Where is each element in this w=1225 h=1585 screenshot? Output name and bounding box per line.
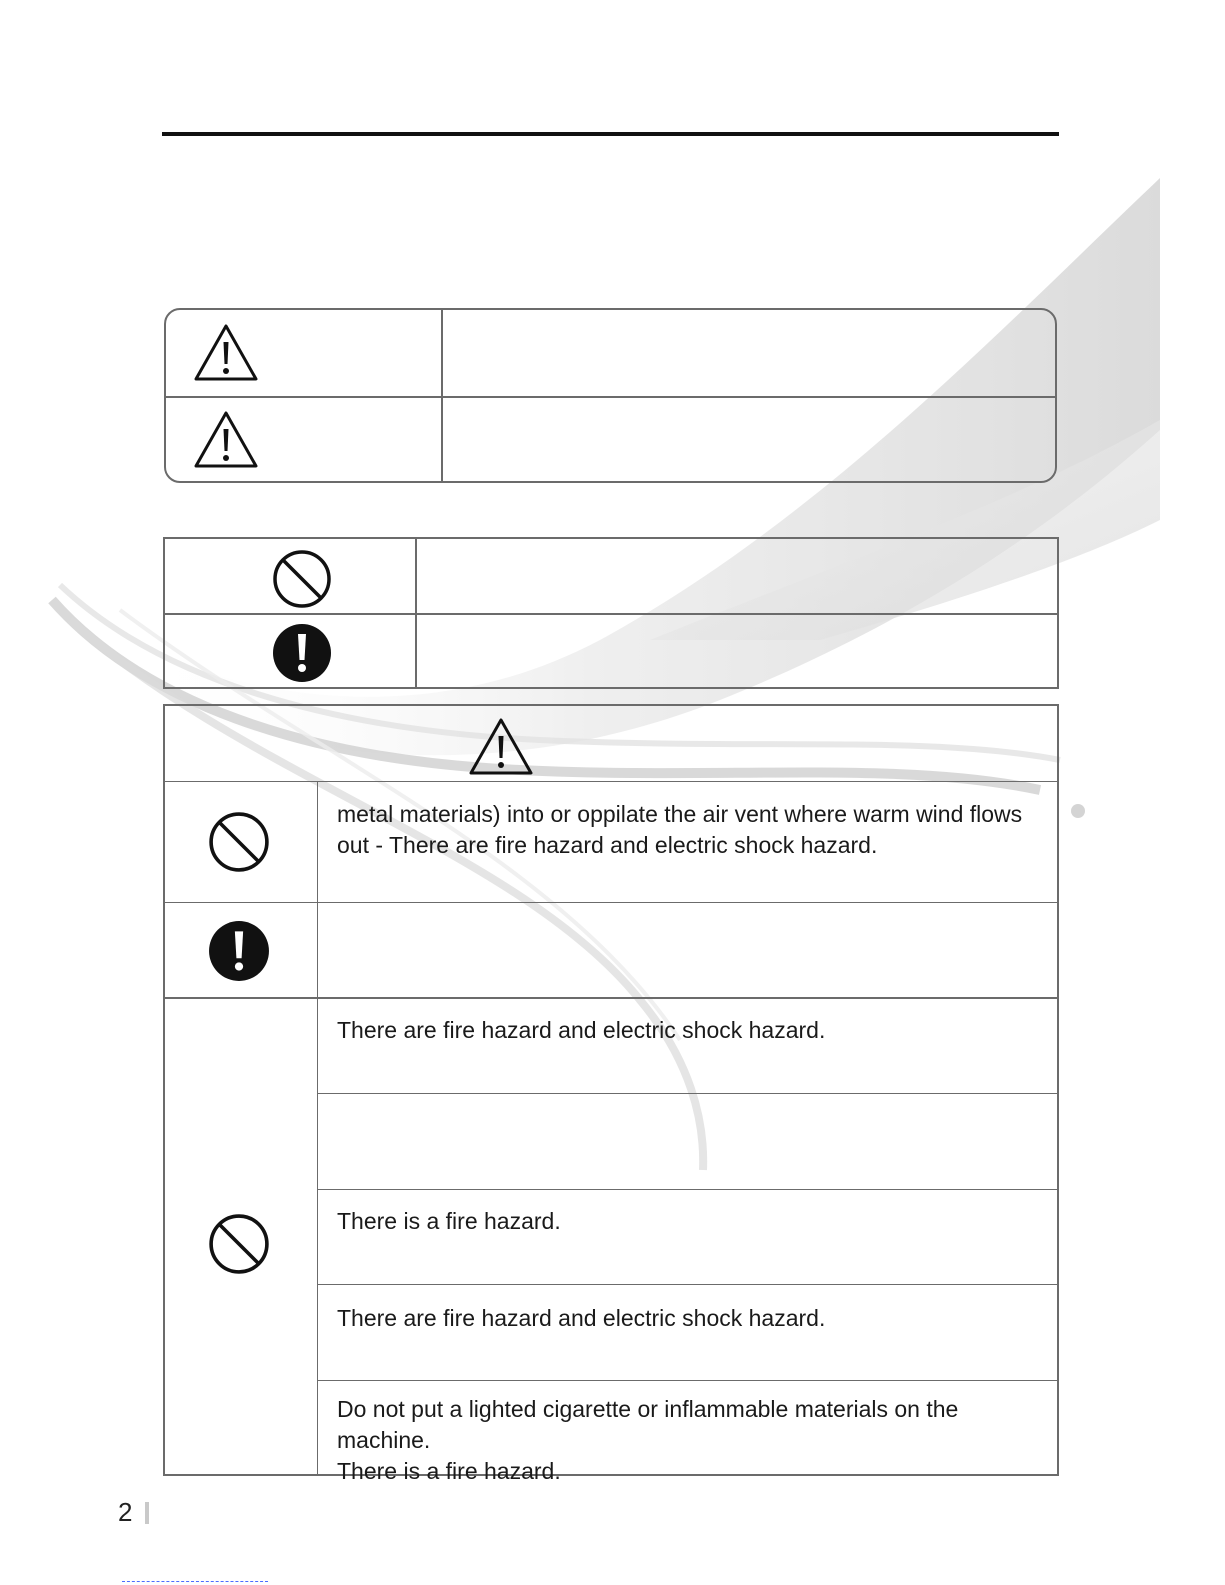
- legend-row: [166, 397, 1055, 484]
- page-number: 2: [118, 1497, 133, 1527]
- bottom-dashed-link[interactable]: [122, 1581, 268, 1583]
- page-number-bar: [145, 1502, 149, 1524]
- divider: [165, 902, 1057, 903]
- divider: [317, 1189, 1059, 1190]
- warning-triangle-icon: [193, 322, 259, 382]
- warning-triangle-icon: [193, 409, 259, 469]
- prohibited-icon: [208, 811, 270, 873]
- mandatory-icon: [272, 623, 332, 683]
- warning-row-text: metal materials) into or oppilate the air vent where warm wind flows out - There are fire hazard and electric shock hazard.: [337, 801, 1023, 858]
- prohibited-icon: [272, 549, 332, 609]
- warning-row-text: There are fire hazard and electric shock hazard.: [337, 1305, 826, 1331]
- divider: [165, 781, 1057, 782]
- mandatory-icon: [208, 920, 270, 982]
- symbol-legend: [163, 537, 1059, 689]
- divider: [317, 1093, 1059, 1094]
- divider: [415, 539, 417, 687]
- signal-word-legend: [164, 308, 1057, 483]
- legend-row: [166, 310, 1055, 397]
- divider: [317, 781, 318, 1476]
- divider: [317, 1380, 1059, 1381]
- top-rule: [162, 132, 1059, 136]
- warning-row-text: There are fire hazard and electric shock hazard.: [337, 1017, 826, 1043]
- decorative-dot: [1071, 804, 1085, 818]
- divider: [317, 1284, 1059, 1285]
- divider: [165, 613, 1057, 615]
- warning-row-text: There is a fire hazard.: [337, 1208, 561, 1234]
- divider: [165, 997, 1057, 999]
- warning-triangle-icon: [468, 716, 534, 776]
- warning-row-text: Do not put a lighted cigarette or inflammable materials on the machine. There is a fire hazard.: [337, 1396, 959, 1484]
- warning-table: [163, 704, 1059, 1484]
- prohibited-icon: [208, 1213, 270, 1275]
